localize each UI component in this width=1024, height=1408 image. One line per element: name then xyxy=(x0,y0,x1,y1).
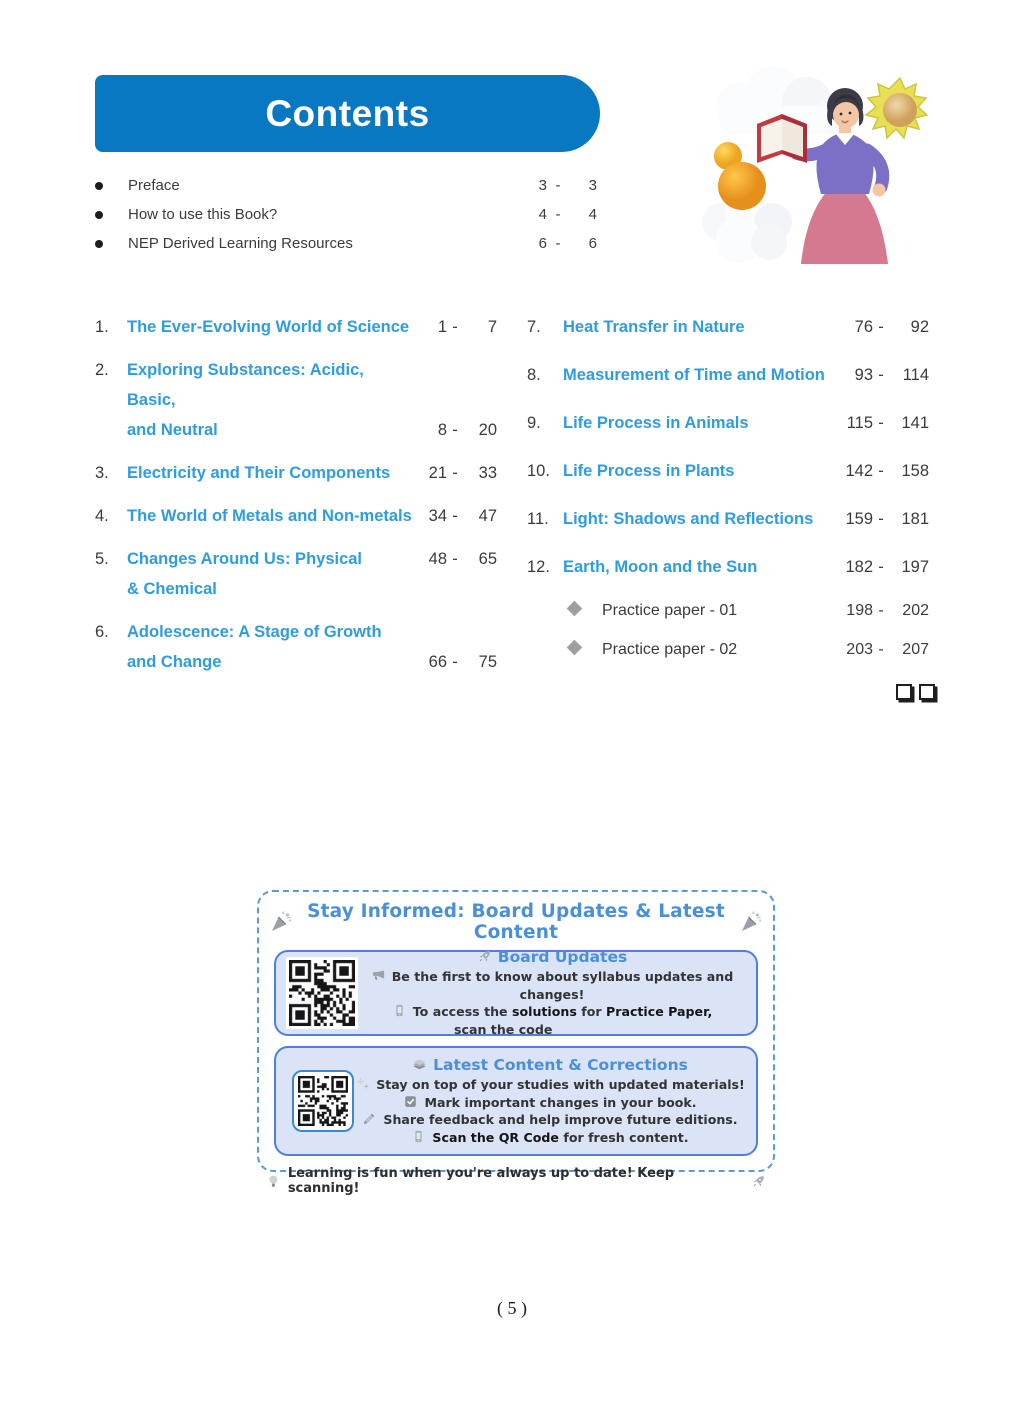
toc-column-left xyxy=(95,312,497,690)
page-dash: - xyxy=(452,550,458,568)
chapter-title: Life Process in Animals xyxy=(563,414,749,432)
chapter-number: 6. xyxy=(95,623,109,641)
stay-informed-box xyxy=(257,890,775,1196)
section-text xyxy=(358,948,746,1038)
section-line: Stay on top of your studies with updated materials! xyxy=(354,1076,746,1094)
chapter-title: The Ever-Evolving World of Science xyxy=(127,318,410,336)
practice-paper-row xyxy=(527,596,929,626)
sphere-icon xyxy=(718,162,766,210)
page-to: 92 xyxy=(910,318,929,336)
bullet-icon xyxy=(95,211,103,219)
chapter-title: Life Process in Plants xyxy=(563,462,735,480)
page-from: 203 xyxy=(846,641,873,658)
chapter-title: Earth, Moon and the Sun xyxy=(563,558,758,576)
page-from: 1 xyxy=(437,318,447,336)
phone-icon xyxy=(392,1003,407,1018)
front-matter-row xyxy=(95,229,597,258)
info-box-footer-text: Learning is fun when you're always up to date! Keep scanning! xyxy=(287,1166,675,1196)
page-to: 47 xyxy=(478,507,497,525)
page-to: 158 xyxy=(901,462,929,480)
chapter-number: 3. xyxy=(95,464,109,482)
chapter-number: 8. xyxy=(527,366,541,384)
page-to: 207 xyxy=(902,641,929,658)
info-box-title-row xyxy=(259,892,773,947)
page-dash: - xyxy=(878,366,884,384)
chapter-number: 7. xyxy=(527,318,541,336)
chapter-title: and Change xyxy=(127,653,222,671)
chapter-number: 2. xyxy=(95,361,109,379)
front-matter-row xyxy=(95,200,597,229)
chapter-line xyxy=(527,552,929,582)
page-dash: - xyxy=(878,641,884,658)
page-from: 76 xyxy=(854,318,873,336)
page-to: 3 xyxy=(588,177,597,194)
page-dash: - xyxy=(878,414,884,432)
page-from: 34 xyxy=(428,507,447,525)
chapter-title: The World of Metals and Non-metals xyxy=(127,507,412,525)
page-dash: - xyxy=(452,507,458,525)
checkbox-icon xyxy=(403,1094,418,1109)
chapter-title: Measurement of Time and Motion xyxy=(563,366,825,384)
chapter-entry xyxy=(95,617,497,677)
chapter-number: 9. xyxy=(527,414,541,432)
chapter-line xyxy=(95,355,497,415)
chapter-title: Adolescence: A Stage of Growth xyxy=(127,623,382,641)
chapter-line xyxy=(95,574,497,604)
page-from: 21 xyxy=(428,464,447,482)
sparkles-icon xyxy=(355,1076,370,1091)
chapter-number: 11. xyxy=(527,510,549,528)
page-from: 48 xyxy=(428,550,447,568)
front-matter-label: NEP Derived Learning Resources xyxy=(128,235,353,252)
page-to: 7 xyxy=(487,318,497,336)
page-number: ( 5 ) xyxy=(497,1298,527,1318)
chapter-title: Changes Around Us: Physical xyxy=(127,550,363,568)
page-from: 6 xyxy=(538,235,547,252)
page-dash: - xyxy=(452,653,458,671)
page-to: 6 xyxy=(588,235,597,252)
info-box-title: Stay Informed: Board Updates & Latest Content xyxy=(307,901,725,943)
page-from: 115 xyxy=(846,414,873,432)
section-line: Mark important changes in your book. xyxy=(354,1094,746,1112)
page-dash: - xyxy=(878,602,884,619)
phone-icon xyxy=(411,1129,426,1144)
qr-code xyxy=(292,1070,354,1132)
chapter-entry xyxy=(527,408,929,438)
pencil-icon xyxy=(362,1111,377,1126)
page-dash: - xyxy=(878,462,884,480)
front-matter-row xyxy=(95,171,597,200)
page-to: 65 xyxy=(478,550,497,568)
chapter-line xyxy=(527,360,929,390)
page-from: 8 xyxy=(437,421,447,439)
chapter-title: Electricity and Their Components xyxy=(127,464,391,482)
page-dash: - xyxy=(452,318,458,336)
page-title: Contents xyxy=(265,92,430,134)
page-from: 182 xyxy=(845,558,873,576)
chapter-line xyxy=(527,504,929,534)
section-heading: Board Updates xyxy=(358,948,746,966)
teacher-illustration xyxy=(695,64,935,264)
page-dash: - xyxy=(878,510,884,528)
chapter-number: 10. xyxy=(527,462,550,480)
practice-paper-label: Practice paper - 01 xyxy=(563,596,833,626)
page-to: 202 xyxy=(902,602,929,619)
chapter-entry xyxy=(527,360,929,390)
chapter-entry xyxy=(95,355,497,445)
lightbulb-icon xyxy=(266,1174,281,1189)
chapter-entry xyxy=(527,504,929,534)
chapter-number: 12. xyxy=(527,558,550,576)
section-heading: Latest Content & Corrections xyxy=(354,1056,746,1074)
chapter-line xyxy=(95,617,497,647)
chapter-entry xyxy=(95,544,497,604)
page-dash: - xyxy=(555,177,561,194)
party-popper-icon xyxy=(269,910,293,934)
front-matter-label: How to use this Book? xyxy=(128,206,278,223)
book-icon xyxy=(757,114,807,163)
practice-paper-list xyxy=(527,596,929,665)
chapter-line xyxy=(527,456,929,486)
chapter-entry xyxy=(527,552,929,582)
page-from: 142 xyxy=(845,462,873,480)
page-to: 4 xyxy=(588,206,597,223)
megaphone-icon xyxy=(371,968,386,983)
bullet-icon xyxy=(95,240,103,248)
chapter-number: 5. xyxy=(95,550,109,568)
section-line: Be the first to know about syllabus updates and changes! xyxy=(358,968,746,1003)
page-to: 141 xyxy=(901,414,929,432)
chapter-line xyxy=(95,501,497,531)
section-line: Scan the QR Code for fresh content. xyxy=(354,1129,746,1147)
page-to: 20 xyxy=(478,421,497,439)
bullet-icon xyxy=(95,182,103,190)
sun-icon xyxy=(866,78,927,138)
chapter-line xyxy=(95,647,497,677)
page-to: 114 xyxy=(902,366,929,384)
diamond-icon xyxy=(567,601,583,617)
page-to: 33 xyxy=(478,464,497,482)
chapter-title: & Chemical xyxy=(127,580,217,598)
page-from: 159 xyxy=(845,510,873,528)
chapter-line xyxy=(95,415,497,445)
practice-paper-row xyxy=(527,635,929,665)
page-dash: - xyxy=(555,206,561,223)
page-from: 66 xyxy=(428,653,447,671)
party-popper-icon xyxy=(739,910,763,934)
chapter-line xyxy=(95,544,497,574)
chapter-entry xyxy=(95,458,497,488)
page-dash: - xyxy=(878,558,884,576)
rocket-icon xyxy=(751,1174,766,1189)
chapter-number: 4. xyxy=(95,507,109,525)
info-box-footer xyxy=(259,1166,773,1196)
chapter-number: 1. xyxy=(95,318,109,336)
chapter-entry xyxy=(527,456,929,486)
chapter-line xyxy=(527,408,929,438)
books-icon xyxy=(412,1057,427,1072)
page-to: 197 xyxy=(901,558,929,576)
double-square-icon xyxy=(889,684,935,705)
chapter-title: and Neutral xyxy=(127,421,218,439)
page-dash: - xyxy=(452,464,458,482)
toc-column-right xyxy=(527,312,929,674)
page-from: 198 xyxy=(846,602,873,619)
section-line: Share feedback and help improve future editions. xyxy=(354,1111,746,1129)
chapter-line xyxy=(527,312,929,342)
page-from: 4 xyxy=(538,206,547,223)
contents-banner xyxy=(95,75,600,152)
page-dash: - xyxy=(452,421,458,439)
qr-code xyxy=(286,957,358,1029)
page-to: 75 xyxy=(478,653,497,671)
chapter-entry xyxy=(95,312,497,342)
diamond-icon xyxy=(567,640,583,656)
board-updates-section xyxy=(274,950,758,1036)
chapter-line xyxy=(95,458,497,488)
practice-paper-label: Practice paper - 02 xyxy=(563,635,833,665)
page-from: 93 xyxy=(854,366,873,384)
chapter-entry xyxy=(95,501,497,531)
chapter-title: Heat Transfer in Nature xyxy=(563,318,745,336)
section-line: scan the code xyxy=(454,1021,553,1037)
chapter-line xyxy=(95,312,497,342)
page-to: 181 xyxy=(901,510,929,528)
latest-content-section xyxy=(274,1046,758,1156)
chapter-title: Light: Shadows and Reflections xyxy=(563,510,814,528)
rocket-icon xyxy=(477,949,492,964)
section-text xyxy=(354,1056,746,1146)
chapter-title: Exploring Substances: Acidic, Basic, xyxy=(127,361,364,409)
front-matter-list xyxy=(95,171,597,258)
page-dash: - xyxy=(878,318,884,336)
chapter-entry xyxy=(527,312,929,342)
front-matter-label: Preface xyxy=(128,177,180,194)
page-dash: - xyxy=(555,235,561,252)
page-from: 3 xyxy=(538,177,547,194)
section-line: To access the solutions for Practice Paper, xyxy=(358,1003,746,1021)
